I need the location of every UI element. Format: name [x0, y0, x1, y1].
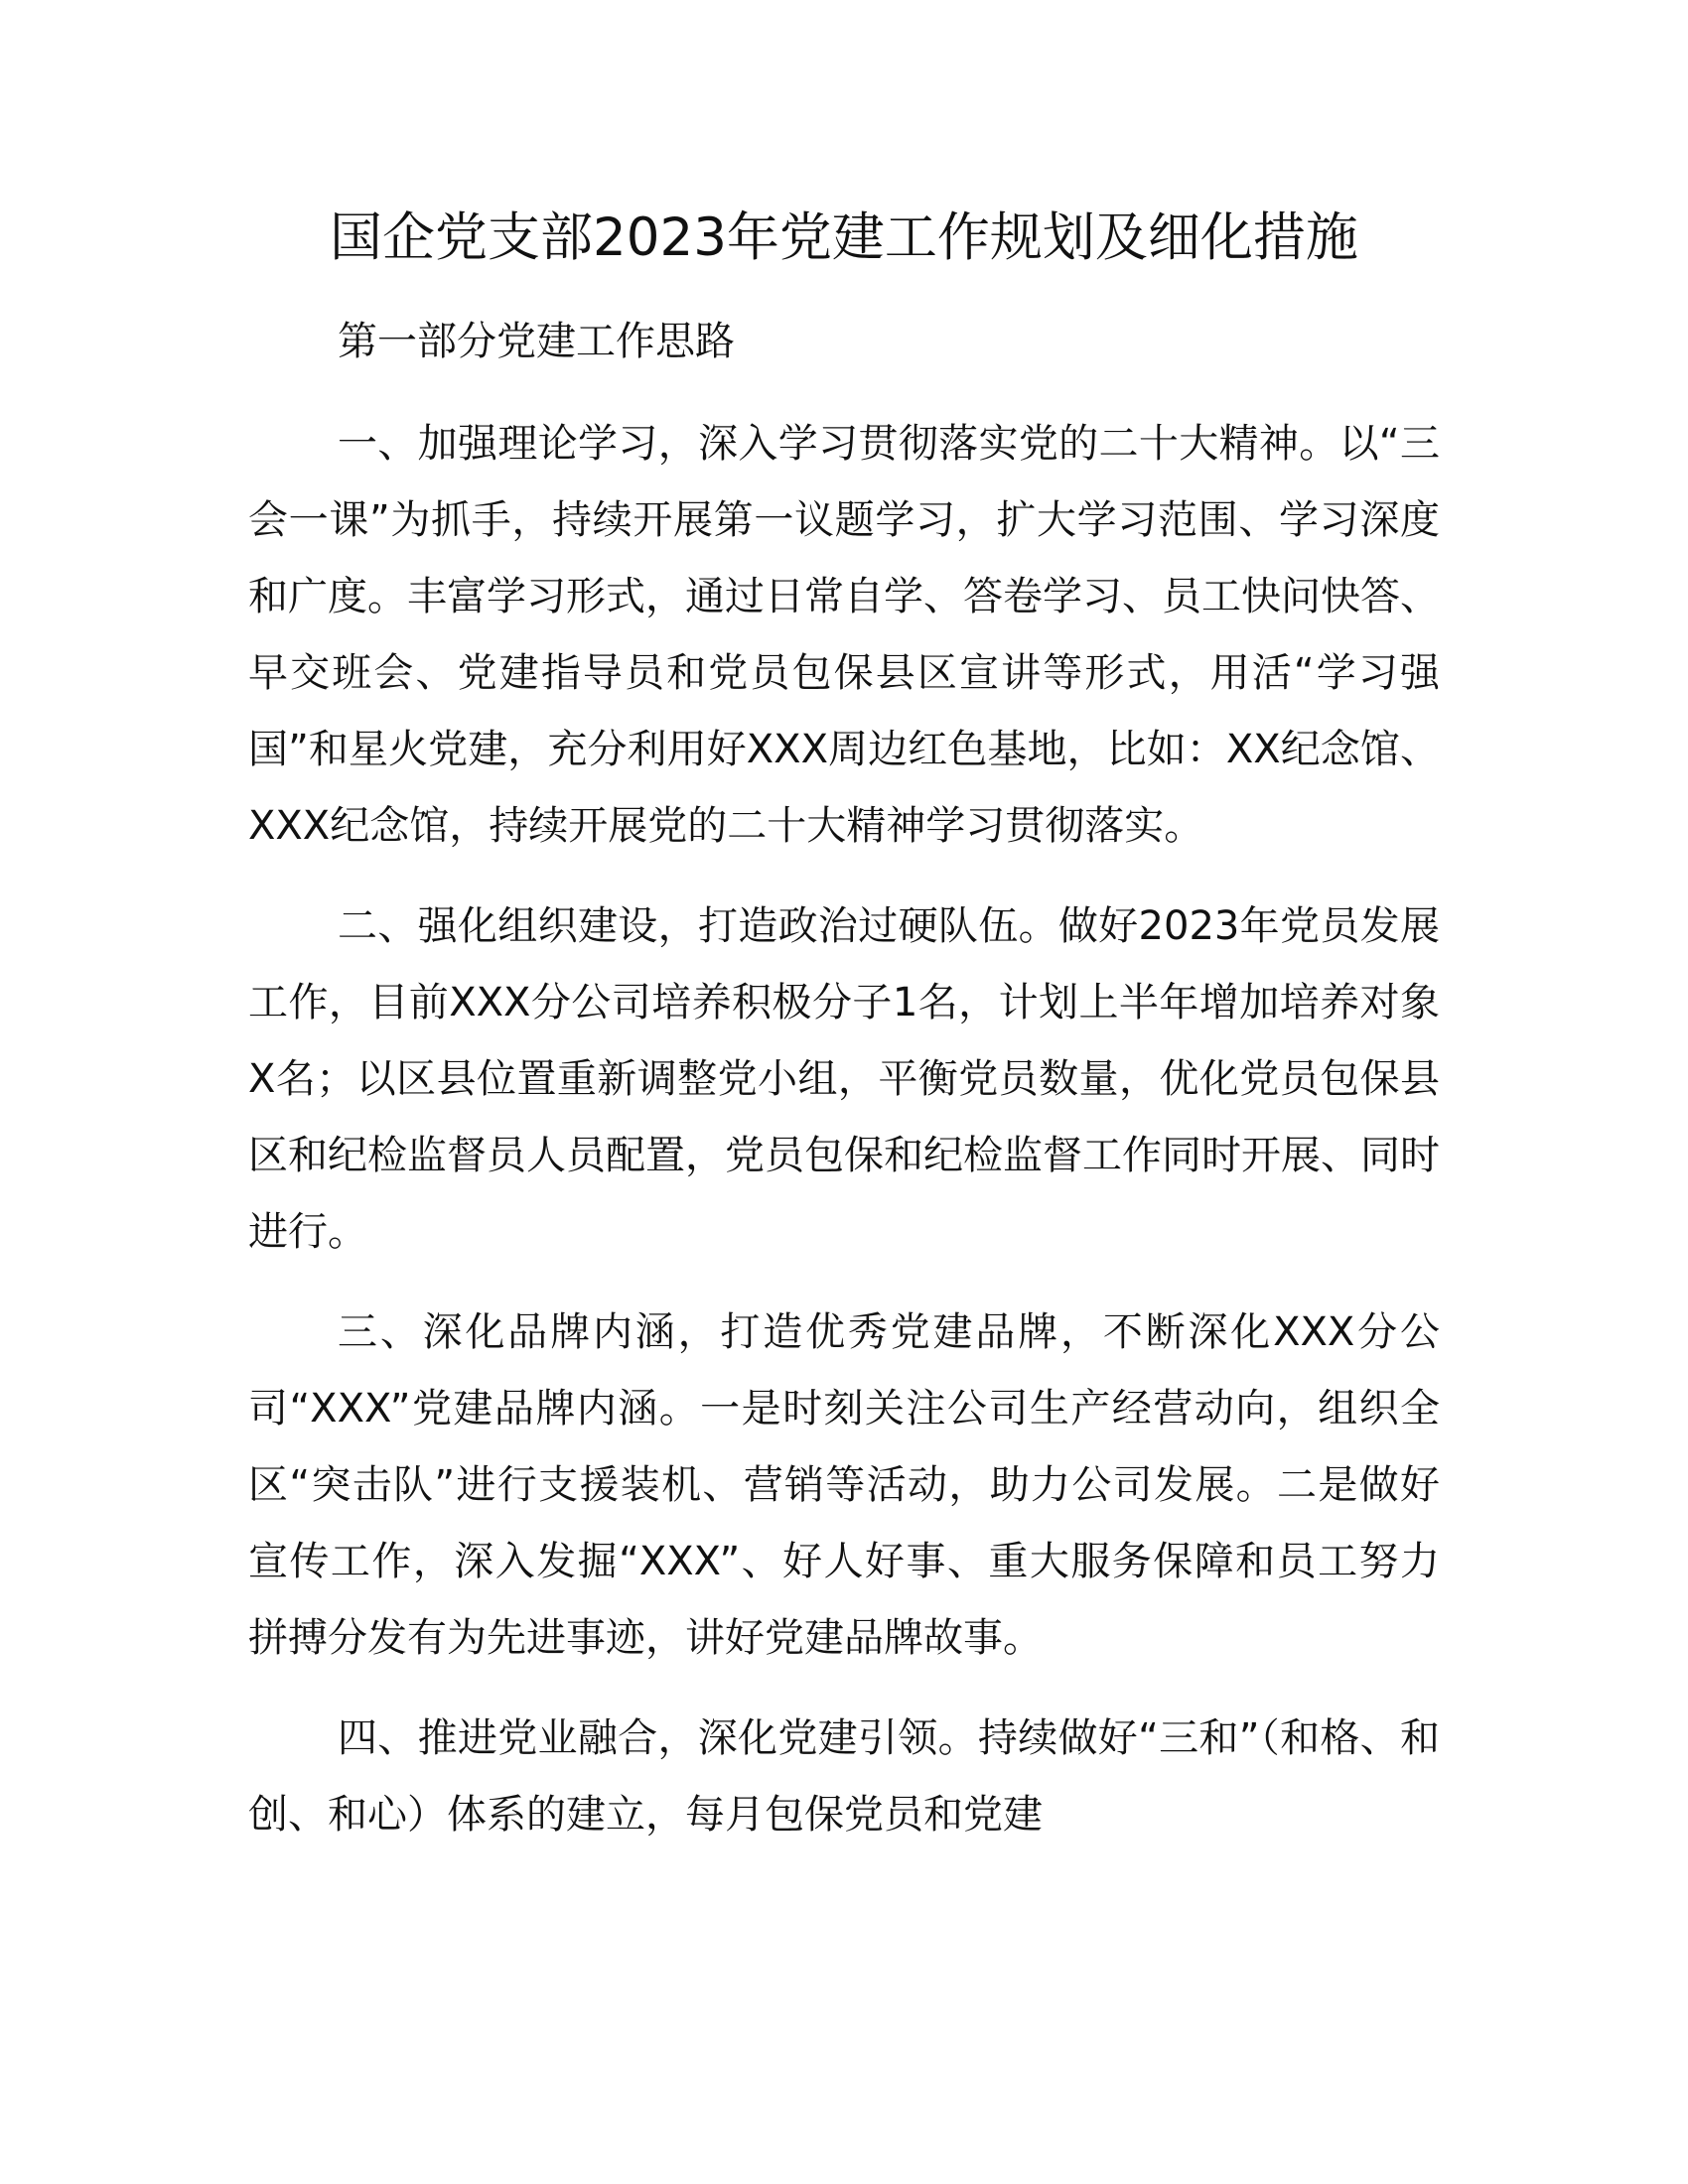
paragraph-3: 三、深化品牌内涵，打造优秀党建品牌，不断深化XXX分公司“XXX”党建品牌内涵。一是时刻关注公司生产经营动向，组织全区“突击队”进行支援装机、营销等活动，助力公司发展。二是做好宣传工作，深入发掘“XXX”、好人好事、重大服务保障和员工努力拼搏分发有为先进事迹，讲好党建品牌故事。 [248, 1309, 1440, 1661]
paragraph-1: 一、加强理论学习，深入学习贯彻落实党的二十大精神。以“三会一课”为抓手，持续开展第一议题学习，扩大学习范围、学习深度和广度。丰富学习形式，通过日常自学、答卷学习、员工快问快答、早交班会、党建指导员和党员包保县区宣讲等形式，用活“学习强国”和星火党建，充分利用好XXX周边红色基地，比如：XX纪念馆、XXX纪念馆，持续开展党的二十大精神学习贯彻落实。 [248, 421, 1440, 849]
document-title: 国企党支部2023年党建工作规划及细化措施 [330, 207, 1358, 268]
section-heading: 第一部分党建工作思路 [338, 319, 735, 364]
paragraph-2: 二、强化组织建设，打造政治过硬队伍。做好2023年党员发展工作，目前XXX分公司培养积极分子1名，计划上半年增加培养对象X名；以区县位置重新调整党小组，平衡党员数量，优化党员包保县区和纪检监督员人员配置，党员包保和纪检监督工作同时开展、同时进行。 [248, 903, 1440, 1255]
document-page [248, 194, 1440, 1853]
paragraph-4: 四、推进党业融合，深化党建引领。持续做好“三和”（和格、和创、和心）体系的建立，每月包保党员和党建 [248, 1715, 1440, 1838]
